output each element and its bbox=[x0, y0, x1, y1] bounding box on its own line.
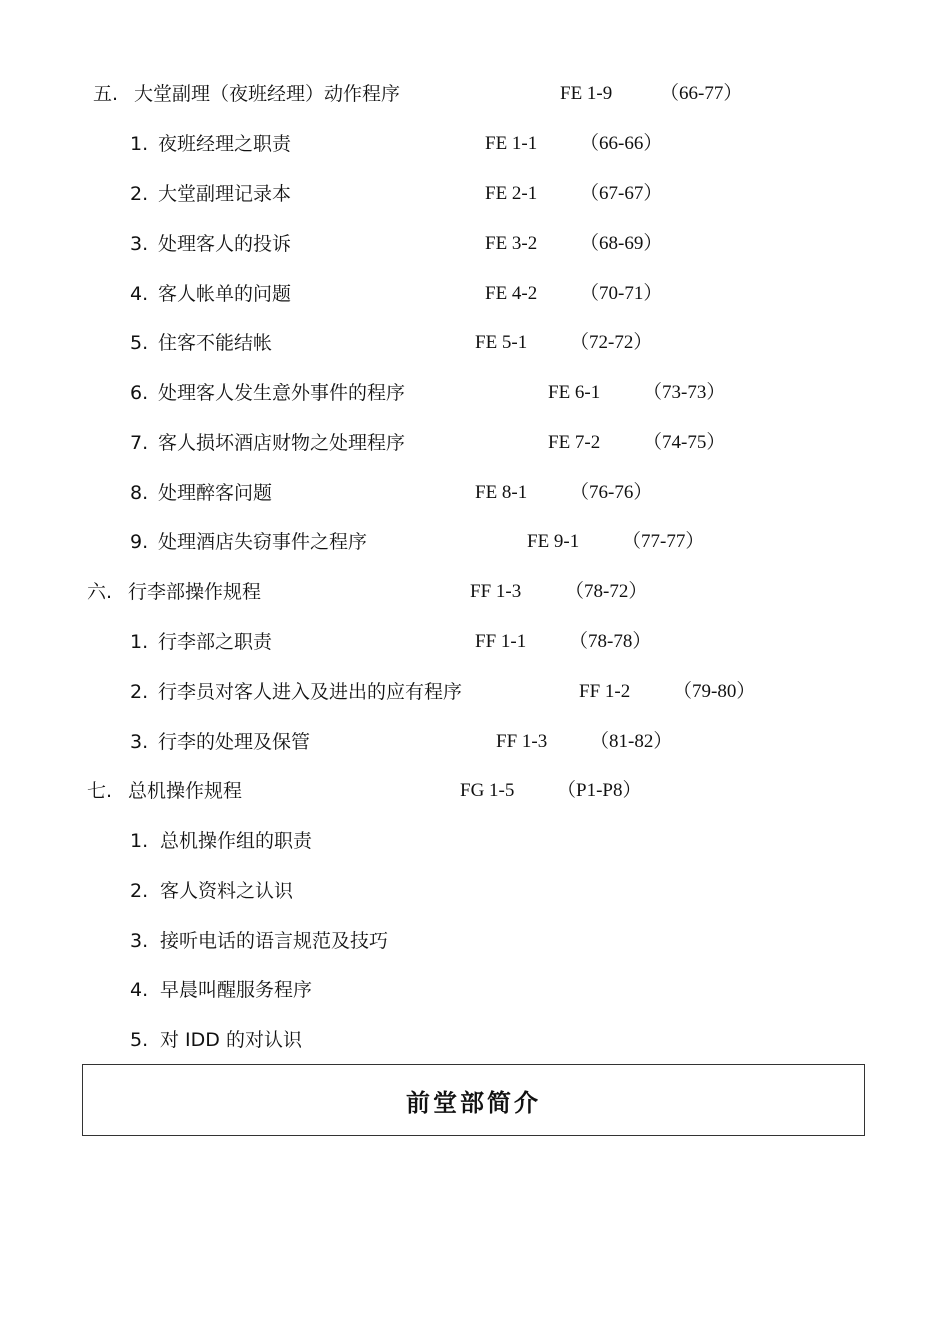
section-heading: 前堂部简介 bbox=[406, 1087, 541, 1117]
item-number: 4. bbox=[130, 283, 149, 305]
item-number: 5. bbox=[130, 1029, 149, 1051]
item-pages: （70-71） bbox=[580, 283, 663, 304]
item-title: 处理客人发生意外事件的程序 bbox=[158, 382, 406, 404]
item-pages: （74-75） bbox=[643, 432, 726, 453]
item-code: FE 8-1 bbox=[475, 482, 528, 503]
item-title: 夜班经理之职责 bbox=[158, 133, 292, 155]
section-code: FE 1-9 bbox=[560, 83, 613, 104]
item-pages: （68-69） bbox=[580, 233, 663, 254]
item-title: 行李员对客人进入及进出的应有程序 bbox=[158, 681, 463, 703]
item-title: 总机操作组的职责 bbox=[160, 830, 313, 852]
item-pages: （66-66） bbox=[580, 133, 663, 154]
item-number: 7. bbox=[130, 432, 149, 454]
item-title: 接听电话的语言规范及技巧 bbox=[160, 930, 389, 952]
item-code: FE 3-2 bbox=[485, 233, 538, 254]
item-number: 1. bbox=[130, 830, 149, 852]
item-title: 处理客人的投诉 bbox=[158, 233, 292, 255]
item-number: 6. bbox=[130, 382, 149, 404]
item-code: FF 1-2 bbox=[579, 681, 631, 702]
item-code: FF 1-3 bbox=[496, 731, 548, 752]
section-code: FG 1-5 bbox=[460, 780, 515, 801]
section-code: FF 1-3 bbox=[470, 581, 522, 602]
section-title: 总机操作规程 bbox=[128, 780, 243, 802]
item-title: 客人损坏酒店财物之处理程序 bbox=[158, 432, 406, 454]
item-title: 行李的处理及保管 bbox=[158, 731, 311, 753]
section-number: 七. bbox=[87, 780, 113, 802]
item-number: 3. bbox=[130, 233, 149, 255]
item-title: 对 IDD 的对认识 bbox=[160, 1029, 302, 1051]
item-title: 处理酒店失窃事件之程序 bbox=[158, 531, 368, 553]
item-pages: （78-78） bbox=[569, 631, 652, 652]
item-number: 5. bbox=[130, 332, 149, 354]
item-pages: （72-72） bbox=[570, 332, 653, 353]
item-code: FE 5-1 bbox=[475, 332, 528, 353]
item-pages: （81-82） bbox=[590, 731, 673, 752]
section-pages: （78-72） bbox=[565, 581, 648, 602]
item-number: 9. bbox=[130, 531, 149, 553]
section-pages: （66-77） bbox=[660, 83, 743, 104]
section-number: 五. bbox=[93, 83, 119, 105]
item-number: 2. bbox=[130, 183, 149, 205]
item-title: 处理醉客问题 bbox=[158, 482, 273, 504]
item-code: FE 6-1 bbox=[548, 382, 601, 403]
item-code: FE 2-1 bbox=[485, 183, 538, 204]
item-number: 4. bbox=[130, 979, 149, 1001]
item-title: 大堂副理记录本 bbox=[158, 183, 292, 205]
item-number: 2. bbox=[130, 880, 149, 902]
item-code: FE 1-1 bbox=[485, 133, 538, 154]
item-title: 住客不能结帐 bbox=[158, 332, 273, 354]
item-pages: （73-73） bbox=[643, 382, 726, 403]
section-heading-box bbox=[82, 1064, 865, 1136]
item-number: 1. bbox=[130, 631, 149, 653]
item-number: 3. bbox=[130, 930, 149, 952]
item-code: FE 9-1 bbox=[527, 531, 580, 552]
item-pages: （67-67） bbox=[580, 183, 663, 204]
section-pages: （P1-P8） bbox=[557, 780, 642, 801]
item-pages: （79-80） bbox=[673, 681, 756, 702]
item-number: 1. bbox=[130, 133, 149, 155]
item-code: FF 1-1 bbox=[475, 631, 527, 652]
item-title: 客人资料之认识 bbox=[160, 880, 294, 902]
item-code: FE 4-2 bbox=[485, 283, 538, 304]
item-title: 早晨叫醒服务程序 bbox=[160, 979, 313, 1001]
item-title: 客人帐单的问题 bbox=[158, 283, 292, 305]
item-number: 3. bbox=[130, 731, 149, 753]
item-pages: （76-76） bbox=[570, 482, 653, 503]
item-code: FE 7-2 bbox=[548, 432, 601, 453]
item-number: 2. bbox=[130, 681, 149, 703]
item-title: 行李部之职责 bbox=[158, 631, 273, 653]
section-title: 行李部操作规程 bbox=[128, 581, 262, 603]
section-number: 六. bbox=[87, 581, 113, 603]
item-pages: （77-77） bbox=[622, 531, 705, 552]
section-title: 大堂副理（夜班经理）动作程序 bbox=[134, 83, 401, 105]
item-number: 8. bbox=[130, 482, 149, 504]
